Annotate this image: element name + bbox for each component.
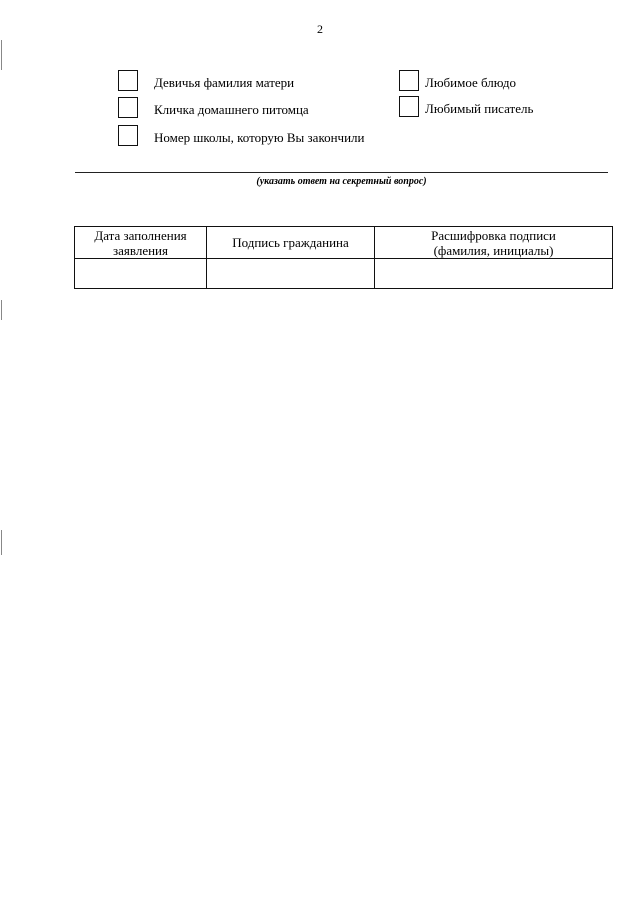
- date-header-line2: заявления: [112, 242, 168, 258]
- signature-header: [207, 227, 375, 259]
- signature-header-label: Подпись гражданина: [232, 235, 349, 250]
- scan-edge-mark: [1, 530, 2, 555]
- checkbox-favorite-dish[interactable]: [399, 70, 419, 91]
- decode-header-line2: (фамилия, инициалы): [433, 242, 554, 258]
- date-cell[interactable]: [75, 259, 207, 289]
- scan-edge-mark: [1, 300, 2, 320]
- page-number: 2: [317, 22, 323, 36]
- option-label-pet-name: Кличка домашнего питомца: [154, 102, 309, 117]
- secret-answer-line[interactable]: [75, 172, 608, 173]
- decode-cell[interactable]: [375, 259, 613, 289]
- decode-header-line1: Расшифровка подписи: [431, 227, 556, 243]
- table-header-row: [75, 227, 613, 259]
- option-label-favorite-writer: Любимый писатель: [425, 101, 534, 116]
- decode-header: [375, 227, 613, 259]
- option-label-favorite-dish: Любимое блюдо: [425, 75, 516, 90]
- option-label-school-number: Номер школы, которую Вы закончили: [154, 130, 365, 145]
- table-row: [75, 259, 613, 289]
- secret-answer-hint: (указать ответ на секретный вопрос): [256, 176, 427, 187]
- signature-cell[interactable]: [207, 259, 375, 289]
- date-header: [75, 227, 207, 259]
- scan-edge-mark: [1, 40, 2, 70]
- checkbox-pet-name[interactable]: [118, 97, 138, 118]
- checkbox-school-number[interactable]: [118, 125, 138, 146]
- option-label-maiden-name: Девичья фамилия матери: [154, 75, 295, 90]
- signature-table: [74, 226, 613, 289]
- checkbox-favorite-writer[interactable]: [399, 96, 419, 117]
- date-header-line1: Дата заполнения: [94, 227, 187, 243]
- checkbox-maiden-name[interactable]: [118, 70, 138, 91]
